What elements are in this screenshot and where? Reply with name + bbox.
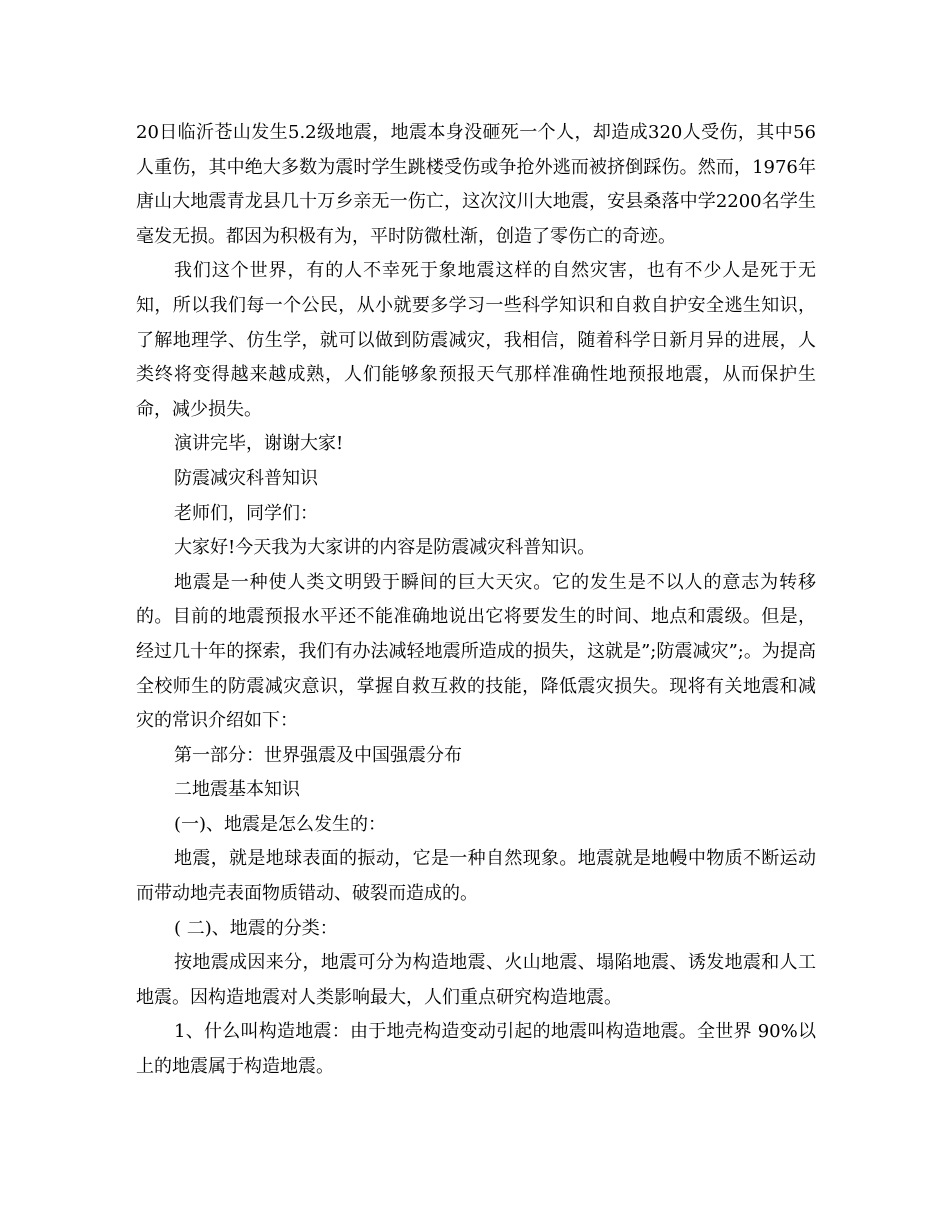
document-page — [136, 116, 816, 1085]
paragraph-13: 按地震成因来分，地震可分为构造地震、火山地震、塌陷地震、诱发地震和人工地震。因构造地震对人类影响最大，人们重点研究构造地震。 — [136, 952, 816, 1008]
subheading-2: ( 二)、地震的分类： — [174, 917, 338, 939]
paragraph-7: 地震是一种使人类文明毁于瞬间的巨大天灾。它的发生是不以人的意志为转移的。目前的地震预报水平还不能准确地说出它将要发生的时间、地点和震级。但是，经过几十年的探索，我们有办法减轻地震所造成的损失，这就是”;防震减灾”;。为提高全校师生的防震减灾意识，掌握自救互救的技能，降低震灾损失。现将有关地震和减灾的常识介绍如下： — [136, 571, 816, 732]
paragraph-11: 地震，就是地球表面的振动，它是一种自然现象。地震就是地幔中物质不断运动而带动地壳表面物质错动、破裂而造成的。 — [136, 848, 816, 905]
paragraph-2: 我们这个世界，有的人不幸死于象地震这样的自然灾害，也有不少人是死于无知，所以我们每一个公民，从小就要多学习一些科学知识和自救自护安全逃生知识，了解地理学、仿生学，就可以做到防震减灾，我相信，随着科学日新月异的进展，人类终将变得越来越成熟，人们能够象预报天气那样准确性地预报地震，从而保护生命，减少损失。 — [136, 260, 816, 420]
section-heading: 防震减灾科普知识 — [174, 467, 318, 489]
paragraph-greeting: 老师们，同学们： — [174, 502, 318, 524]
paragraph-14: 1、什么叫构造地震：由于地壳构造变动引起的地震叫构造地震。全世界 90%以上的地震属于构造地震。 — [136, 1021, 816, 1078]
paragraph-3: 演讲完毕，谢谢大家! — [174, 433, 344, 455]
part-heading: 第一部分：世界强震及中国强震分布 — [174, 744, 462, 766]
subheading-1: (一)、地震是怎么发生的： — [174, 813, 387, 835]
subsection-heading: 二地震基本知识 — [174, 779, 300, 801]
paragraph-1: 20日临沂苍山发生5.2级地震，地震本身没砸死一个人，却造成320人受伤，其中56人重伤，其中绝大多数为震时学生跳楼受伤或争抢外逃而被挤倒踩伤。然而，1976年唐山大地震青龙县几十万乡亲无一伤亡，这次汶川大地震，安县桑落中学2200名学生毫发无损。都因为积极有为，平时防微杜渐，创造了零伤亡的奇迹。 — [136, 122, 816, 247]
paragraph-intro: 大家好!今天我为大家讲的内容是防震减灾科普知识。 — [174, 537, 596, 559]
